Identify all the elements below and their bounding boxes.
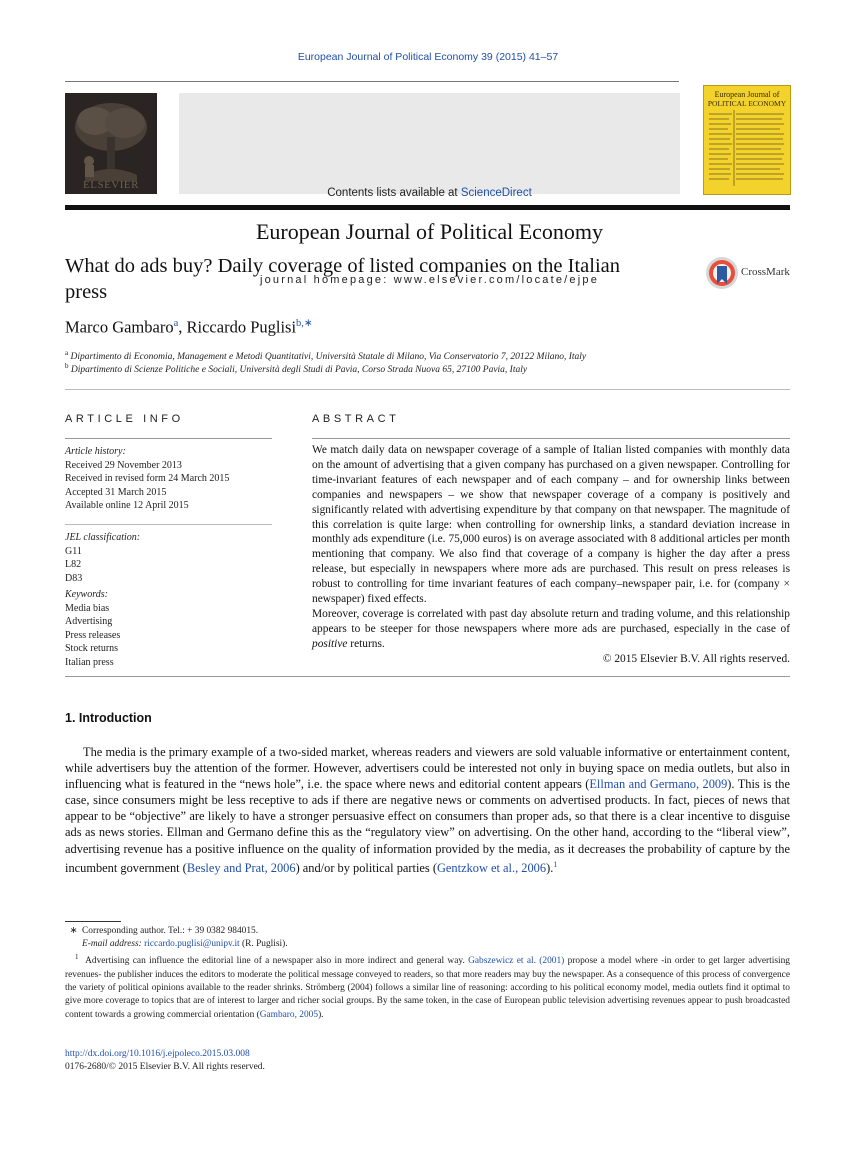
history-label: Article history:: [65, 446, 126, 457]
author-affiliation-link[interactable]: a: [173, 318, 179, 329]
email-label: E-mail address:: [82, 939, 145, 949]
section-heading: 1. Introduction: [65, 711, 152, 725]
footnote-text: propose a model where -in order to get larger advertising revenues- the publisher induces the editors to moderate the political message conveyed to readers, so that more readers may buy the newspaper. As a consequence of this process of convergence the variety of political opinions available to the reader shrinks. Strömberg (2004) follows a similar line of reasoning: according to his political economy model, media outlets find it optimal to give more coverage to topics that are of interest to larger and richer social groups. By the same token, in the case of European public television advertising revenues appear to push broadcasted content towards a growing commercial orientation (: [65, 956, 790, 1020]
footnote-link[interactable]: 1: [553, 859, 558, 869]
article-info-heading: ARTICLE INFO: [65, 413, 184, 425]
journal-homepage[interactable]: journal homepage: www.elsevier.com/locate/ejpe: [259, 274, 600, 286]
author-separator: ,: [178, 317, 187, 337]
keyword: Advertising: [65, 616, 113, 627]
citation-link[interactable]: Gabszewicz et al. (2001): [468, 956, 565, 967]
abstract-text: returns.: [347, 637, 385, 650]
footnote-text: (R. Puglisi).: [239, 939, 288, 949]
abstract-paragraph: [312, 607, 790, 652]
affiliation-b: [65, 362, 527, 375]
author-name: Marco Gambaro: [65, 317, 174, 337]
abstract-emphasis: positive: [312, 637, 348, 650]
footnote-text: Corresponding author. Tel.: + 39 0382 984015.: [82, 926, 259, 936]
email-link[interactable]: riccardo.puglisi@unipv.it: [144, 939, 240, 949]
cover-title-line-2: POLITICAL ECONOMY: [707, 99, 787, 108]
jel-classification: [65, 531, 140, 585]
author-list: [65, 317, 313, 338]
citation-link[interactable]: Gentzkow et al., 2006: [436, 860, 547, 875]
footnote-text: ).: [318, 1009, 324, 1020]
elsevier-logo: [65, 93, 157, 194]
abstract-body: [312, 443, 790, 667]
citation-link[interactable]: Gambaro, 2005: [259, 1009, 319, 1020]
publisher-name: ELSEVIER: [83, 179, 139, 191]
citation-link[interactable]: Besley and Prat, 2006: [186, 860, 296, 875]
author-name: Riccardo Puglisi: [186, 317, 297, 337]
cover-title-line-1: European Journal of: [714, 90, 780, 99]
journal-cover-thumbnail[interactable]: [703, 85, 791, 195]
body-text: ).: [546, 860, 554, 875]
footnote-1: [65, 951, 790, 1022]
footnote-rule: [65, 921, 121, 922]
article-history: [65, 445, 229, 513]
keyword: Italian press: [65, 656, 114, 668]
affiliation-text: Dipartimento di Economia, Management e Metodi Quantitativi, Università Statale di Milano, Via Conservatorio 7, 20122 Milano, Italy: [70, 352, 587, 363]
issn-line: 0176-2680/© 2015 Elsevier B.V. All rights reserved.: [65, 1062, 265, 1072]
jel-code: G11: [65, 545, 82, 557]
keywords-label: Keywords:: [65, 589, 108, 600]
footnote-mark: ∗: [69, 926, 78, 936]
crossmark-badge[interactable]: [705, 256, 795, 290]
article-title: What do ads buy? Daily coverage of listed companies on the Italian press: [65, 255, 621, 303]
keyword: Stock returns: [65, 643, 119, 654]
journal-citation-link[interactable]: European Journal of Political Economy 39 (2015) 41–57: [297, 51, 559, 63]
contents-prefix: Contents lists available at: [327, 187, 461, 199]
footnote-corresponding: [65, 925, 790, 938]
journal-name: European Journal of Political Economy: [255, 219, 604, 244]
history-item: Accepted 31 March 2015: [65, 486, 167, 498]
body-text: ) and/or by political parties (: [295, 860, 437, 875]
body-text: ). This is the case, since consumers might be less receptive to ads if there are negative news or comments on advertised products. In fact, pieces of news that appear to be “objective” are likely to have a stronger persuasive effect on consumers than proper ads, so that there is a clear incentive to disguise ads as news stories. Ellman and Germano define this as the “regulatory view” on advertising. On the other hand, according to the “liberal view”, advertising revenue has a positive influence on the quality of information provided by the media, as it decreases the probability of capture by the incumbent government (: [65, 777, 790, 875]
jel-code: D83: [65, 572, 83, 584]
abstract-heading: ABSTRACT: [312, 413, 400, 425]
doi-block: [65, 1048, 265, 1074]
article-info-rule: [65, 524, 272, 525]
affiliation-mark: a: [65, 349, 69, 357]
section-divider: [65, 389, 790, 390]
header-thick-rule: [65, 205, 790, 210]
footnote-mark: 1: [75, 953, 79, 961]
doi-link[interactable]: http://dx.doi.org/10.1016/j.ejpoleco.2015.03.008: [65, 1049, 250, 1059]
article-info-rule: [65, 438, 272, 439]
footnote-email: [65, 938, 790, 951]
author-affiliation-link[interactable]: b,∗: [296, 318, 313, 329]
footnote-text: Advertising can influence the editorial line of a newspaper also in more indirect and general way.: [85, 956, 469, 967]
affiliation-text: Dipartimento di Scienze Politiche e Sociali, Università degli Studi di Pavia, Corso Strada Nuova 65, 27100 Pavia, Italy: [70, 365, 528, 376]
keywords: [65, 588, 120, 669]
section-divider: [65, 676, 790, 677]
keyword: Press releases: [65, 629, 121, 641]
abstract-text: Moreover, coverage is correlated with past day absolute return and trading volume, and this relationship appears to be steeper for those newspapers where more ads are purchased, especially in the case of: [312, 607, 790, 635]
cover-text-lines-icon: [704, 108, 790, 192]
intro-paragraph: [65, 744, 790, 876]
affiliation-mark: b: [65, 362, 69, 370]
copyright-notice: © 2015 Elsevier B.V. All rights reserved.: [602, 652, 790, 665]
keyword: Media bias: [65, 602, 110, 614]
jel-label: JEL classification:: [65, 532, 141, 543]
crossmark-icon: [705, 256, 739, 290]
contents-line: [179, 187, 680, 199]
sciencedirect-link[interactable]: ScienceDirect: [460, 187, 532, 199]
body-text: The media is the primary example of a two-sided market, whereas readers and viewers are sold valuable informative or entertainment content, while advertisers buy the attention of the former. However, advertisers could be interested not only in buying space on media outlets, but also in influencing what is featured in the “news hole”, i.e. the space where news and editorial content appears (: [65, 745, 790, 792]
affiliation-a: [65, 349, 586, 362]
history-item: Received 29 November 2013: [65, 459, 182, 471]
history-item: Received in revised form 24 March 2015: [65, 473, 230, 484]
history-item: Available online 12 April 2015: [65, 500, 189, 511]
jel-code: L82: [65, 559, 82, 570]
abstract-paragraph: We match daily data on newspaper coverage of a sample of Italian listed companies with monthly data on the amount of advertising that a given company has purchased on a given newspaper. Controlling for time-invariant features of each newspaper and of each company – and for ownership links between companies and newspapers – we show that newspaper coverage of a company is positively and significantly related with advertising expenditure by that company on that newspaper. The magnitude of this correlation is quite large: when controlling for ownership links, a standard deviation increase in monthly ads expenditure (i.e. 75,000 euros) is on average associated with 8 additional articles per month mentioning that company. We also find that coverage of a company is higher the day after a press release, but especially in newspapers where more ads are purchased. This result on press releases is robust to controlling for time invariant features of each company–newspaper pair, i.e. for (company × newspaper) fixed effects.: [312, 444, 790, 606]
abstract-rule: [312, 438, 790, 439]
citation-link[interactable]: Ellman and Germano, 2009: [589, 777, 728, 792]
crossmark-label: CrossMark: [741, 266, 790, 278]
header-divider: [65, 81, 679, 82]
